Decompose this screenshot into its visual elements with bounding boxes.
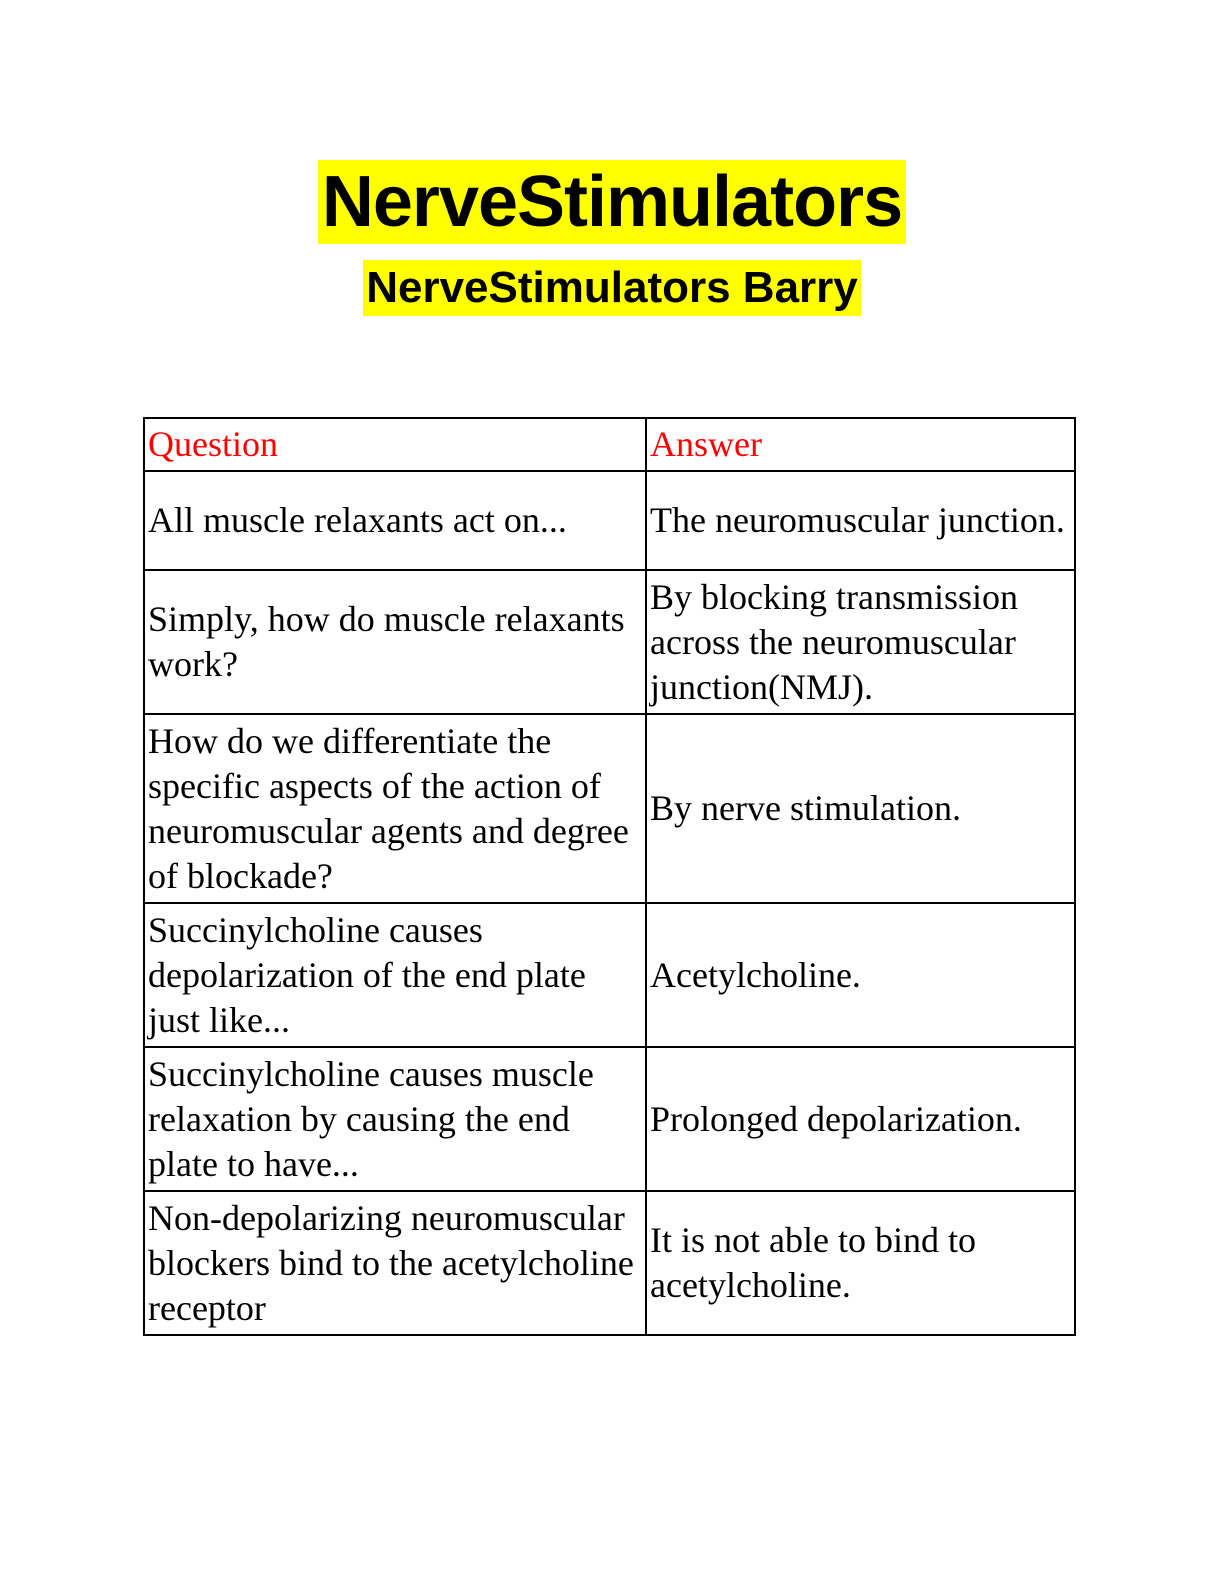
header-question: Question: [144, 418, 646, 471]
question-cell: Succinylcholine causes depolarization of the end plate just like...: [144, 903, 646, 1047]
answer-cell: The neuromuscular junction.: [646, 471, 1075, 570]
header-answer: Answer: [646, 418, 1075, 471]
table-row: [144, 570, 1075, 714]
main-title-wrap: [0, 160, 1224, 244]
question-cell: Simply, how do muscle relaxants work?: [144, 570, 646, 714]
answer-cell: Prolonged depolarization.: [646, 1047, 1075, 1191]
title-block: [0, 160, 1224, 316]
answer-cell: By nerve stimulation.: [646, 714, 1075, 903]
document-title: NerveStimulators: [318, 160, 906, 244]
answer-cell: By blocking transmission across the neuromuscular junction(NMJ).: [646, 570, 1075, 714]
table-row: [144, 1047, 1075, 1191]
answer-cell: It is not able to bind to acetylcholine.: [646, 1191, 1075, 1335]
document-subtitle: NerveStimulators Barry: [363, 260, 861, 316]
question-cell: All muscle relaxants act on...: [144, 471, 646, 570]
table-row: [144, 471, 1075, 570]
sub-title-wrap: [0, 260, 1224, 316]
table-row: [144, 903, 1075, 1047]
table-header-row: [144, 418, 1075, 471]
table-row: [144, 714, 1075, 903]
qa-table: [143, 417, 1076, 1336]
question-cell: Succinylcholine causes muscle relaxation by causing the end plate to have...: [144, 1047, 646, 1191]
question-cell: Non-depolarizing neuromuscular blockers bind to the acetylcholine receptor: [144, 1191, 646, 1335]
question-cell: How do we differentiate the specific aspects of the action of neuromuscular agents and degree of blockade?: [144, 714, 646, 903]
answer-cell: Acetylcholine.: [646, 903, 1075, 1047]
table-row: [144, 1191, 1075, 1335]
